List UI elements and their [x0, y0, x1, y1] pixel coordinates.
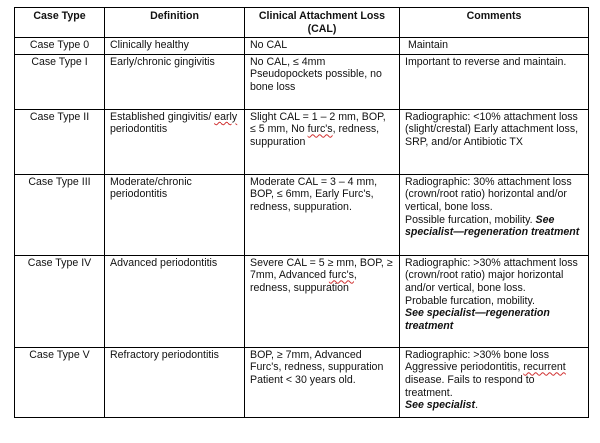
table-row-case-5 — [15, 347, 589, 417]
cell-comments — [400, 347, 589, 417]
table-row-case-3 — [15, 174, 589, 255]
cal-line: No CAL, ≤ 4mm — [250, 55, 326, 68]
specialist-note: See specialist — [405, 399, 476, 412]
cell-comments: Radiographic: <10% attachment loss (slight/crestal) Early attachment loss, SRP, and/or Antibiotic TX — [400, 109, 589, 174]
cal-text: , redness, suppuration — [250, 269, 357, 294]
cell-definition — [105, 109, 245, 174]
cell-cal — [245, 109, 400, 174]
comments-text: disease. Fails to respond to treatment. — [405, 373, 535, 399]
comments-text: Possible furcation, mobility. — [405, 213, 536, 226]
cell-definition: Early/chronic gingivitis — [105, 54, 245, 109]
comments-text: Probable furcation, mobility. — [405, 294, 535, 307]
cal-line: BOP, ≥ 7mm, Advanced Furc's, redness, suppuration — [250, 348, 384, 374]
header-cal: Clinical Attachment Loss (CAL) — [245, 8, 400, 38]
comments-text: Radiographic: >30% attachment loss (crown/root ratio) major horizontal and/or vertical, bone loss. — [405, 256, 578, 294]
header-definition: Definition — [105, 8, 245, 38]
header-case-type: Case Type — [15, 8, 105, 38]
periodontal-case-types-table — [14, 7, 588, 418]
table-row-case-1 — [15, 54, 589, 109]
spellcheck-word: early — [214, 110, 238, 123]
cell-case: Case Type IV — [15, 255, 105, 347]
specialist-note: See specialist—regeneration treatment — [405, 213, 580, 239]
spellcheck-word: furc's — [307, 123, 333, 136]
cell-definition: Clinically healthy — [105, 38, 245, 55]
cell-cal: No CAL — [245, 38, 400, 55]
cell-case: Case Type II — [15, 109, 105, 174]
table-row-case-2 — [15, 109, 589, 174]
definition-text: periodontitis — [110, 123, 168, 136]
cell-definition: Moderate/chronic periodontitis — [105, 174, 245, 255]
table-header-row — [15, 8, 589, 38]
definition-text: Established gingivitis/ — [110, 110, 212, 123]
cell-case: Case Type I — [15, 54, 105, 109]
table-row-case-0 — [15, 38, 589, 55]
header-comments: Comments — [400, 8, 589, 38]
cell-comments: Important to reverse and maintain. — [400, 54, 589, 109]
cell-cal: Moderate CAL = 3 – 4 mm, BOP, ≤ 6mm, Early Furc's, redness, suppuration. — [245, 174, 400, 255]
cell-comments — [400, 174, 589, 255]
comments-text: . — [475, 399, 479, 412]
cell-cal — [245, 347, 400, 417]
specialist-note: See specialist—regeneration treatment — [405, 307, 550, 332]
comments-text: Radiographic: >30% bone loss Aggressive periodontitis, — [405, 348, 549, 374]
cell-definition: Advanced periodontitis — [105, 255, 245, 347]
cell-case: Case Type 0 — [15, 38, 105, 55]
cell-cal — [245, 255, 400, 347]
cell-case: Case Type III — [15, 174, 105, 255]
cell-definition: Refractory periodontitis — [105, 347, 245, 417]
cal-line: Pseudopockets possible, no bone loss — [250, 68, 382, 93]
cal-line: Patient < 30 years old. — [250, 373, 356, 386]
case-type-table — [14, 7, 589, 418]
cal-text: , redness, suppuration — [250, 123, 380, 148]
comments-text: Radiographic: 30% attachment loss (crown/root ratio) horizontal and/or vertical, bone loss. — [405, 175, 572, 213]
specialist-line — [405, 399, 583, 412]
cell-case: Case Type V — [15, 347, 105, 417]
cal-text: Slight CAL = 1 – 2 mm, BOP, ≤ 5 mm, No — [250, 110, 386, 136]
cell-comments — [400, 255, 589, 347]
cal-text: Severe CAL = 5 ≥ mm, BOP, ≥ 7mm, Advanced — [250, 256, 393, 282]
spellcheck-word: recurrent — [523, 361, 566, 374]
cell-cal — [245, 54, 400, 109]
cell-comments: Maintain — [400, 38, 589, 55]
spellcheck-word: furc's — [328, 269, 354, 282]
table-row-case-4 — [15, 255, 589, 347]
